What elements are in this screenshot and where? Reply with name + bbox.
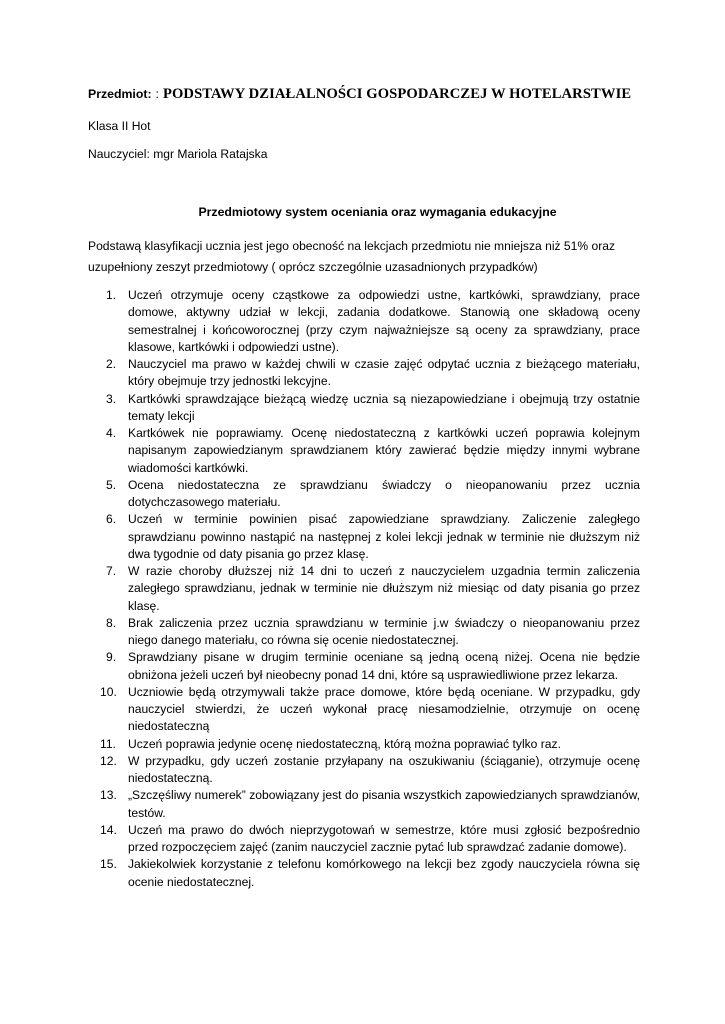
rule-number: 7. — [106, 564, 117, 578]
rule-item — [88, 736, 640, 753]
rule-item — [88, 511, 640, 563]
rule-text: Uczeń otrzymuje oceny cząstkowe za odpowiedzi ustne, kartkówki, sprawdziany, prace domowe, aktywny udział w lekcji, zadania dodatkowe. Stanowią one składową oceny semestralnej i końcoworocznej (przy czym najważniejsze są oceny za sprawdziany, prace klasowe, kartkówki i odpowiedzi ustne). — [128, 288, 640, 354]
subject-line — [88, 86, 631, 103]
rule-item — [88, 425, 640, 477]
rule-item — [88, 477, 640, 512]
rule-text: Uczeń ma prawo do dwóch nieprzygotowań w semestrze, które musi zgłosić bezpośrednio przed rozpoczęciem zajęć (zanim nauczyciel zacznie pytać lub sprawdzać zadanie domowe). — [128, 822, 640, 854]
rule-number: 13. — [100, 788, 117, 803]
rule-number: 15. — [100, 857, 117, 872]
rule-text: W razie choroby dłuższej niż 14 dni to uczeń z nauczycielem uzgadnia termin zaliczenia zaległego sprawdzianu, jednak w terminie nie dłuższym niż miesiąc od daty pisania go przez klasę. — [128, 564, 640, 613]
rule-text: Uczeń w terminie powinien pisać zapowiedziane sprawdziany. Zaliczenie zaległego sprawdzianu powinno nastąpić na następnej z kolei lekcji jednak w terminie nie dłuższym niż dwa tygodnie od daty pisania go przez klasę. — [128, 512, 640, 561]
rule-item — [88, 684, 640, 736]
rule-number: 1. — [106, 288, 117, 302]
rule-number: 3. — [106, 391, 117, 406]
teacher-line: Nauczyciel: mgr Mariola Ratajska — [88, 147, 268, 161]
rule-number: 6. — [106, 512, 117, 527]
rule-text: Brak zaliczenia przez ucznia sprawdzianu w terminie j.w świadczy o nieopanowaniu przez niego danego materiału, co równa się ocenie niedostatecznej. — [128, 615, 640, 647]
rule-item — [88, 356, 640, 391]
rule-number: 9. — [106, 650, 117, 665]
rule-number: 10. — [100, 684, 117, 699]
section-title: Przedmiotowy system oceniania oraz wymagania edukacyjne — [198, 205, 557, 219]
rule-item — [88, 391, 640, 426]
rule-text: W przypadku, gdy uczeń zostanie przyłapany na oszukiwaniu (ściąganie), otrzymuje ocenę niedostateczną. — [128, 753, 640, 785]
rule-text: Ocena niedostateczna ze sprawdzianu świadczy o nieopanowaniu przez ucznia dotychczasowego materiału. — [128, 477, 640, 509]
intro-line-1: Podstawą klasyfikacji ucznia jest jego obecność na lekcjach przedmiotu nie mniejsza niż 51% oraz — [88, 239, 616, 253]
intro-line-2: uzupełniony zeszyt przedmiotowy ( oprócz szczególnie uzasadnionych przypadków) — [88, 260, 538, 274]
rule-number: 4. — [106, 426, 117, 440]
rule-number: 8. — [106, 615, 117, 630]
rule-text: Uczniowie będą otrzymywali także prace domowe, które będą oceniane. W przypadku, gdy nauczyciel stwierdzi, że uczeń wykonał pracę niesamodzielnie, otrzymuje on ocenę niedostateczną — [128, 684, 640, 734]
rule-item — [88, 856, 640, 891]
rule-number: 11. — [100, 736, 116, 751]
subject-label: Przedmiot: — [88, 87, 152, 101]
rule-text: Nauczyciel ma prawo w każdej chwili w czasie zajęć odpytać ucznia z bieżącego materiału, który obejmuje trzy jednostki lekcyjne. — [128, 357, 640, 389]
rule-item — [88, 563, 640, 615]
rule-text: Uczeń poprawia jedynie ocenę niedostateczną, którą można poprawiać tylko raz. — [128, 736, 561, 751]
rule-item — [88, 615, 640, 650]
rule-text: Sprawdziany pisane w drugim terminie oceniane są jedną oceną niżej. Ocena nie będzie obniżona jeżeli uczeń był nieobecny ponad 14 dni, które są usprawiedliwione przez lekarza. — [128, 650, 640, 682]
rule-item — [88, 787, 640, 822]
subject-separator: : — [155, 87, 159, 101]
rules-list — [88, 287, 640, 891]
rule-text: „Szczęśliwy numerek” zobowiązany jest do pisania wszystkich zapowiedzianych sprawdzianów, testów. — [128, 788, 640, 820]
rule-number: 14. — [100, 822, 117, 837]
rule-item — [88, 753, 640, 788]
rule-text: Kartkówki sprawdzające bieżącą wiedzę ucznia są niezapowiedziane i obejmują trzy ostatnie tematy lekcji — [128, 391, 640, 423]
rule-number: 5. — [106, 477, 117, 492]
rule-item — [88, 287, 640, 356]
subject-name: PODSTAWY DZIAŁALNOŚCI GOSPODARCZEJ W HOTELARSTWIE — [162, 86, 632, 102]
rule-number: 2. — [106, 357, 117, 371]
rule-number: 12. — [100, 753, 117, 768]
rule-item — [88, 822, 640, 857]
class-line: Klasa II Hot — [88, 119, 151, 133]
rule-item — [88, 649, 640, 684]
intro-paragraph — [88, 236, 648, 278]
rule-text: Jakiekolwiek korzystanie z telefonu komórkowego na lekcji bez zgody nauczyciela równa się ocenie niedostatecznej. — [128, 857, 640, 889]
rule-text: Kartkówek nie poprawiamy. Ocenę niedostateczną z kartkówki uczeń poprawia kolejnym napisanym zapowiedzianym sprawdzianem który zawierać będzie między innymi wybrane wiadomości kartkówki. — [128, 426, 640, 475]
